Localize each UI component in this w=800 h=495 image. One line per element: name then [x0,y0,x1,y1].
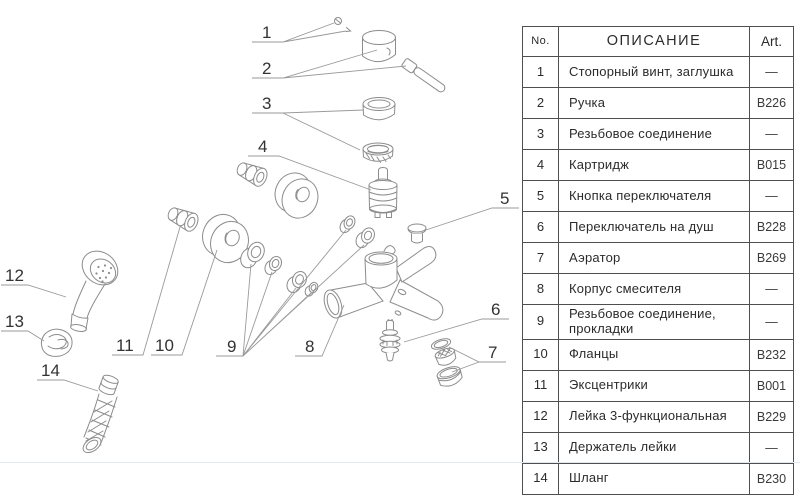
callout-2-label: 2 [262,59,272,78]
cell-no: 3 [523,119,559,150]
cell-art: B226 [750,88,794,119]
cell-description: Ручка [559,88,750,119]
callout-5 [426,189,519,230]
cell-description: Резьбовое соединение, прокладки [559,305,750,340]
part-diverter [380,319,400,361]
part-flange-upper [269,167,324,224]
cell-no: 1 [523,57,559,88]
cell-no: 10 [523,339,559,370]
cell-art: B229 [750,401,794,432]
callout-14-label: 14 [41,361,60,380]
callout-1 [252,23,346,42]
cell-description: Эксцентрики [559,370,750,401]
column-header-art: Art. [750,27,794,57]
callout-12-label: 12 [5,266,24,285]
cell-no: 8 [523,274,559,305]
cell-art: — [750,57,794,88]
table-row [523,243,794,274]
table-row [523,370,794,401]
part-eccentric-lower [165,204,201,234]
cell-no: 11 [523,370,559,401]
callout-13-label: 13 [5,312,24,331]
cell-art: B015 [750,150,794,181]
table-row [523,463,794,494]
part-button [408,224,426,243]
callout-14 [37,361,98,391]
cell-art: B228 [750,212,794,243]
cell-no: 13 [523,432,559,463]
callout-6-label: 6 [491,300,501,319]
cell-no: 7 [523,243,559,274]
cell-description: Стопорный винт, заглушка [559,57,750,88]
table-row [523,181,794,212]
callout-13 [1,312,44,341]
callout-3 [252,94,364,150]
part-handle [363,31,448,95]
part-threaded-rings [363,98,395,163]
part-hose [80,374,119,456]
cell-description: Фланцы [559,339,750,370]
cell-no: 14 [523,463,559,494]
cell-description: Картридж [559,150,750,181]
callouts [1,23,519,391]
cell-art: B001 [750,370,794,401]
cell-art: — [750,181,794,212]
part-shower-holder [41,329,72,356]
cell-art: B232 [750,339,794,370]
callout-3-label: 3 [262,94,272,113]
table-row [523,57,794,88]
part-cartridge [369,168,397,218]
bottom-rule [0,462,800,463]
cell-description: Переключатель на душ [559,212,750,243]
cell-art: — [750,119,794,150]
cell-description: Аэратор [559,243,750,274]
cell-art: B230 [750,463,794,494]
callout-8-label: 8 [305,337,315,356]
table-row [523,274,794,305]
cell-description: Шланг [559,463,750,494]
callout-4-label: 4 [258,137,268,156]
cell-description: Резьбовое соединение [559,119,750,150]
cell-no: 12 [523,401,559,432]
cell-description: Держатель лейки [559,432,750,463]
part-shower-head [70,244,124,332]
table-row [523,401,794,432]
callout-1-label: 1 [262,23,272,42]
callout-12 [1,266,66,297]
table-row [523,432,794,463]
callout-7-label: 7 [488,343,498,362]
callout-10 [151,250,217,355]
parts-table-body [523,57,794,495]
cell-description: Кнопка переключателя [559,181,750,212]
column-header-no: No. [523,27,559,57]
table-row [523,212,794,243]
cell-description: Лейка 3-функциональная [559,401,750,432]
callout-5-label: 5 [500,189,510,208]
table-row [523,88,794,119]
table-row [523,305,794,340]
cell-no: 5 [523,181,559,212]
cell-no: 4 [523,150,559,181]
cell-no: 9 [523,305,559,340]
part-eccentric-upper [234,159,270,189]
table-row [523,339,794,370]
parts-table [522,26,794,495]
cell-no: 2 [523,88,559,119]
table-row [523,119,794,150]
callout-11-label: 11 [116,336,134,355]
part-stop-screw [335,18,351,32]
callout-9-label: 9 [227,337,237,356]
table-header-row [523,27,794,57]
column-header-description: ОПИСАНИЕ [559,27,750,57]
table-row [523,150,794,181]
cell-art: B269 [750,243,794,274]
cell-art: — [750,305,794,340]
part-nuts-washers [238,240,320,298]
part-mixer-body [321,246,443,321]
cell-no: 6 [523,212,559,243]
part-aerator [430,337,464,389]
cell-art: — [750,274,794,305]
cell-art: — [750,432,794,463]
cell-description: Корпус смесителя [559,274,750,305]
callout-10-label: 10 [155,336,174,355]
